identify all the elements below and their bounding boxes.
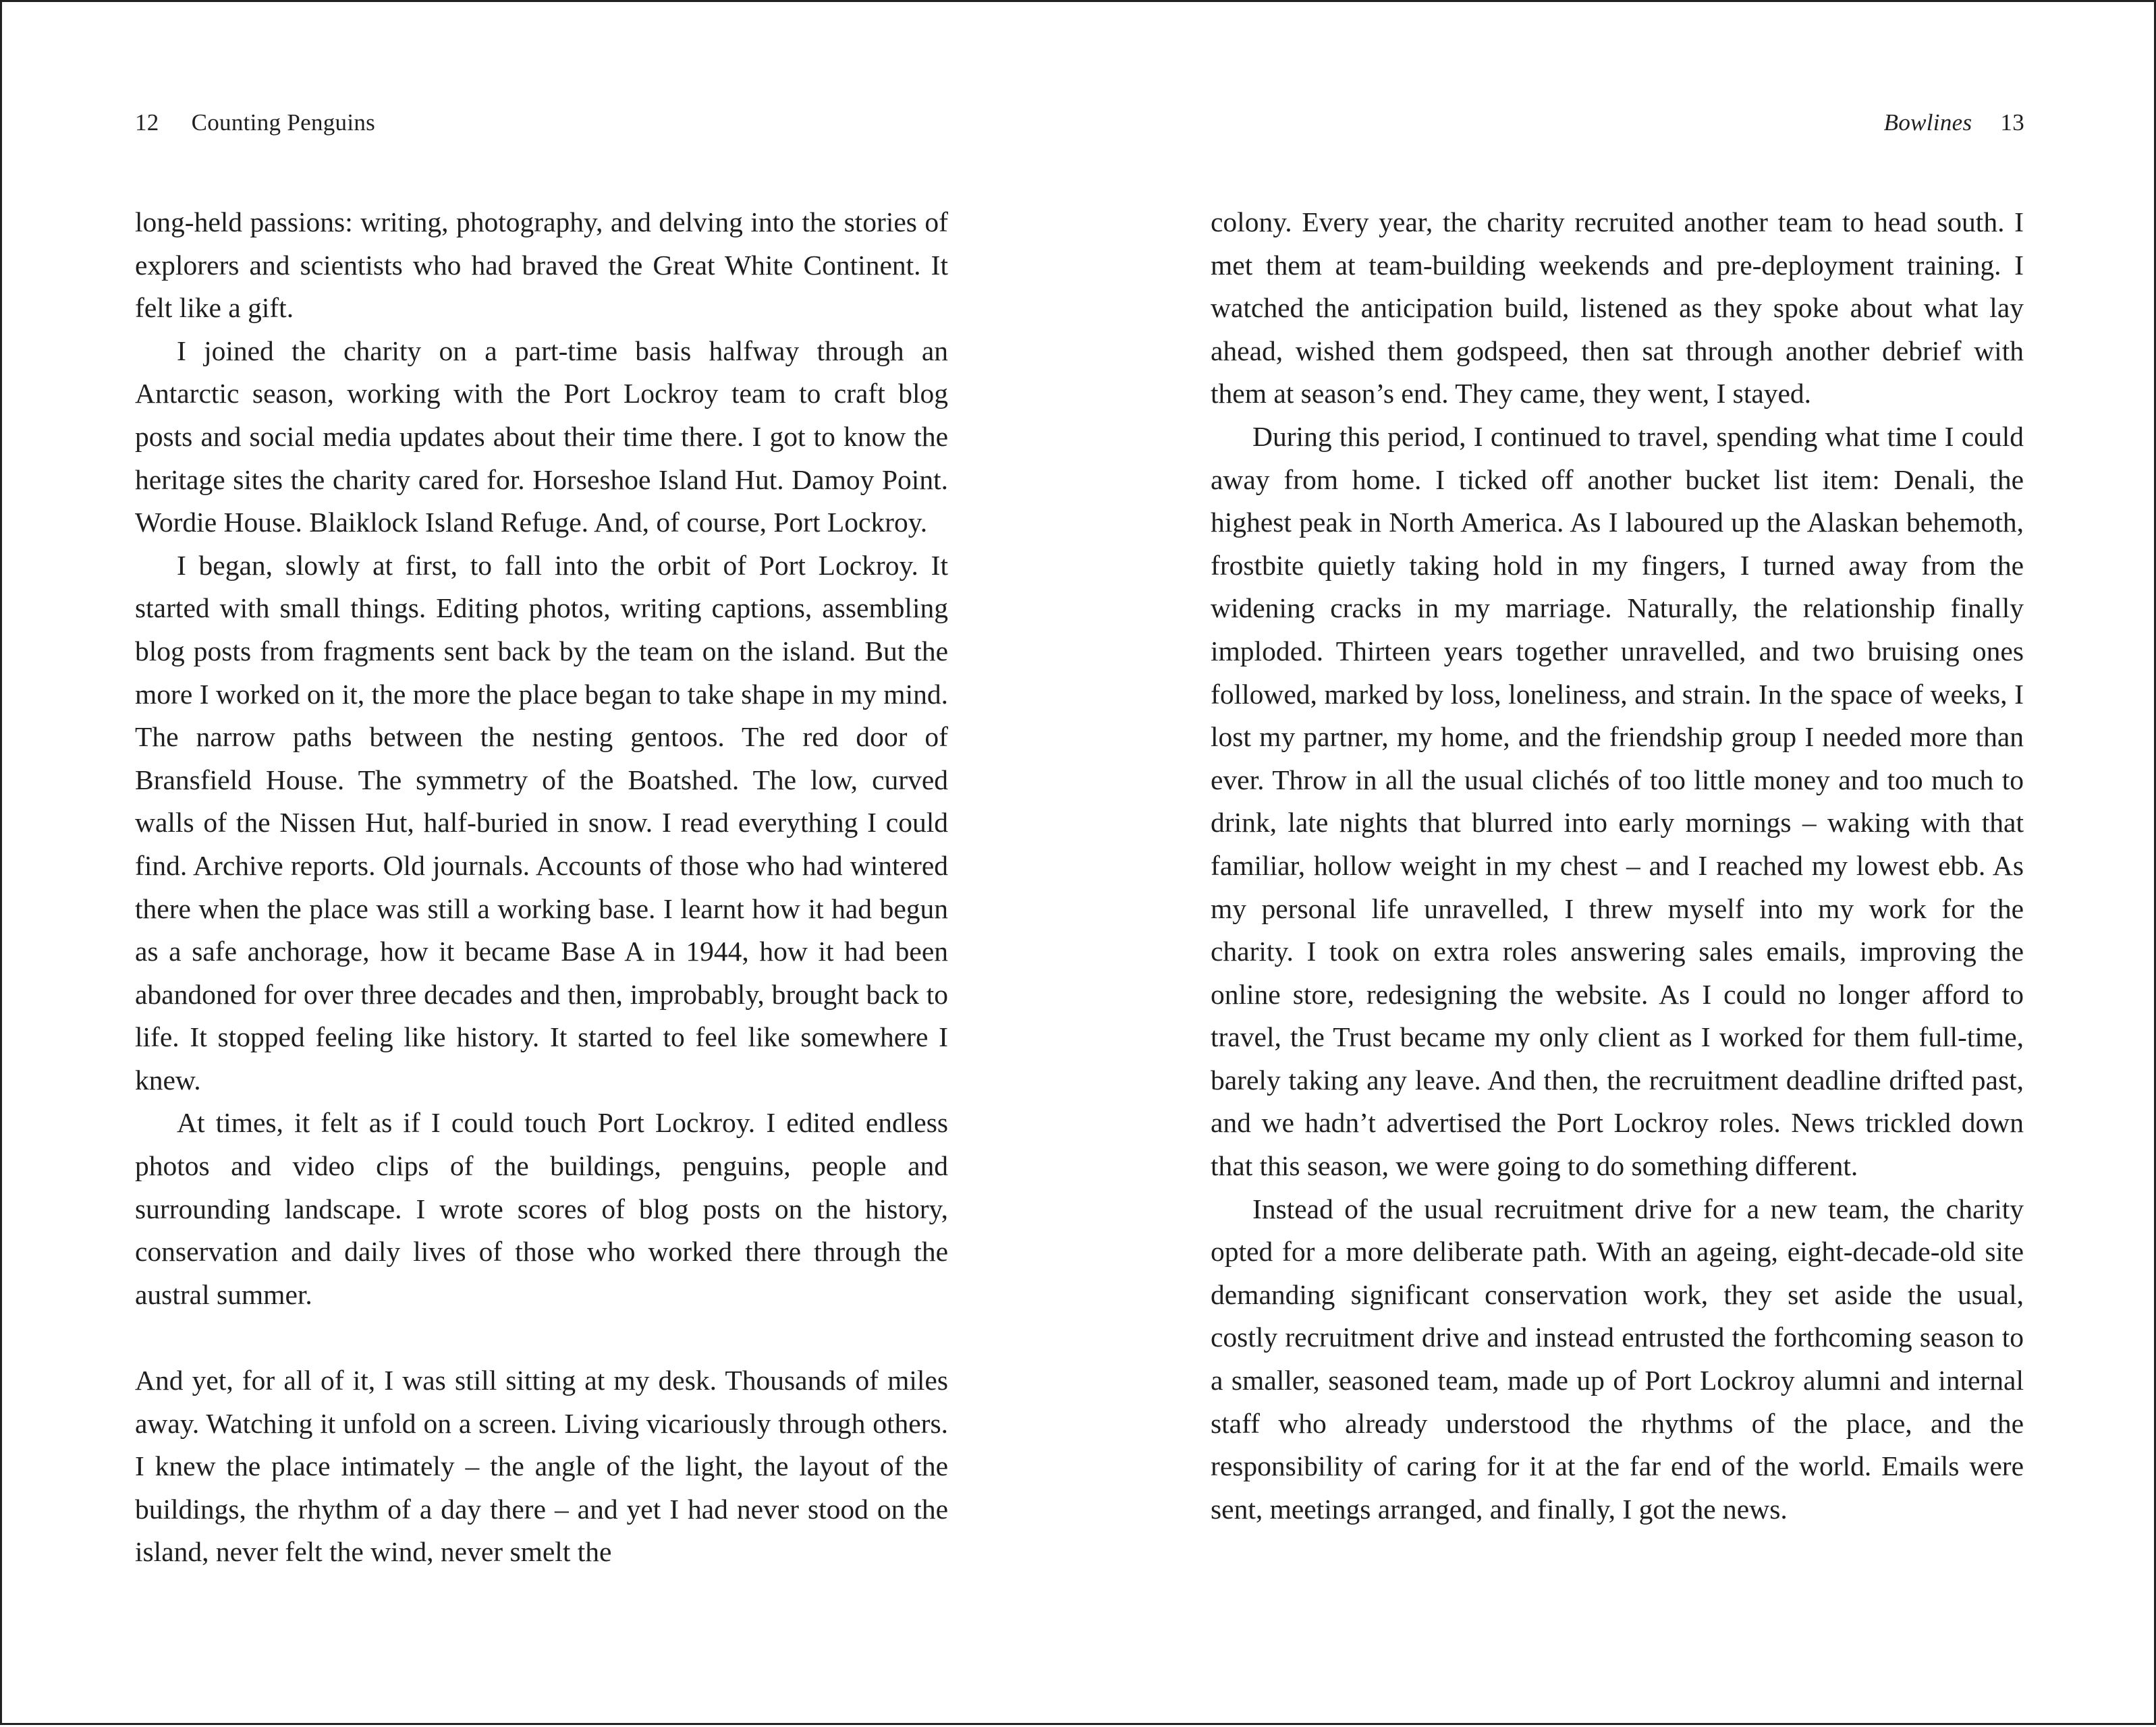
left-running-head bbox=[135, 109, 375, 137]
paragraph: During this period, I continued to travel, spending what time I could away from home. I ticked off another bucket list item: Denali, the highest peak in North America. As I laboured up the Alaskan behemoth, frostbite quietly taking hold in my fingers, I turned away from the widening cracks in my marriage. Naturally, the relationship finally imploded. Thirteen years together unravelled, and two bruising ones followed, marked by loss, loneliness, and strain. In the space of weeks, I lost my partner, my home, and the friendship group I needed more than ever. Throw in all the usual clichés of too little money and too much to drink, late nights that blurred into early mornings – waking with that familiar, hollow weight in my chest – and I reached my lowest ebb. As my personal life unravelled, I threw myself into my work for the charity. I took on extra roles answering sales emails, improving the online store, redesigning the website. As I could no longer afford to travel, the Trust became my only client as I worked for them full-time, barely taking any leave. And then, the recruitment deadline drifted past, and we hadn’t advertised the Port Lockroy roles. News trickled down that this season, we were going to do something different. bbox=[1211, 420, 2024, 1182]
left-body-text bbox=[135, 201, 948, 1574]
paragraph: I began, slowly at first, to fall into the orbit of Port Lockroy. It started with small things. Editing photos, writing captions, assembling blog posts from fragments sent back by the team on the island. But the more I worked on it, the more the place began to take shape in my mind. The narrow paths between the nesting gentoos. The red door of Bransfield House. The symmetry of the Boatshed. The low, curved walls of the Nissen Hut, half-buried in snow. I read everything I could find. Archive reports. Old journals. Accounts of those who had wintered there when the place was still a working base. I learnt how it had begun as a safe anchorage, how it became Base A in 1944, how it had been abandoned for over three decades and then, improbably, brought back to life. It stopped feeling like history. It started to feel like somewhere I knew. bbox=[135, 549, 948, 1096]
paragraph: I joined the charity on a part-time basis halfway through an Antarctic season, working with the Port Lockroy team to craft blog posts and social media updates about their time there. I got to know the heritage sites the charity cared for. Horseshoe Island Hut. Damoy Point. Wordie House. Blaiklock Island Refuge. And, of course, Port Lockroy. bbox=[135, 335, 948, 538]
book-title-header: Counting Penguins bbox=[191, 109, 376, 136]
page-number: 13 bbox=[2000, 109, 2024, 136]
paragraph: Instead of the usual recruitment drive for a new team, the charity opted for a more deliberate path. With an ageing, eight-decade-old site demanding significant conservation work, they set aside the usual, costly recruitment drive and instead entrusted the forthcoming season to a smaller, seasoned team, made up of Port Lockroy alumni and internal staff who already understood the rhythms of the place, and the responsibility of caring for it at the far end of the world. Emails were sent, meetings arranged, and finally, I got the news. bbox=[1211, 1193, 2024, 1525]
page-number: 12 bbox=[135, 109, 159, 136]
right-page bbox=[1080, 2, 2156, 1727]
paragraph: And yet, for all of it, I was still sitting at my desk. Thousands of miles away. Watching it unfold on a screen. Living vicariously through others. I knew the place intimately – the angle of the light, the layout of the buildings, the rhythm of a day there – and yet I had never stood on the island, never felt the wind, never smelt the bbox=[135, 1365, 948, 1568]
paragraph: colony. Every year, the charity recruited another team to head south. I met them at team-building weekends and pre-deployment training. I watched the anticipation build, listened as they spoke about what lay ahead, wished them godspeed, then sat through another debrief with them at season’s end. They came, they went, I stayed. bbox=[1211, 206, 2024, 409]
right-body-text bbox=[1211, 201, 2024, 1531]
paragraph: long-held passions: writing, photography, and delving into the stories of explorers and scientists who had braved the Great White Continent. It felt like a gift. bbox=[135, 206, 948, 324]
paragraph: At times, it felt as if I could touch Port Lockroy. I edited endless photos and video clips of the buildings, penguins, people and surrounding landscape. I wrote scores of blog posts on the history, conservation and daily lives of those who worked there through the austral summer. bbox=[135, 1107, 948, 1310]
chapter-title-header: Bowlines bbox=[1883, 109, 1972, 136]
right-running-head bbox=[1884, 109, 2024, 137]
left-page bbox=[2, 2, 1080, 1727]
